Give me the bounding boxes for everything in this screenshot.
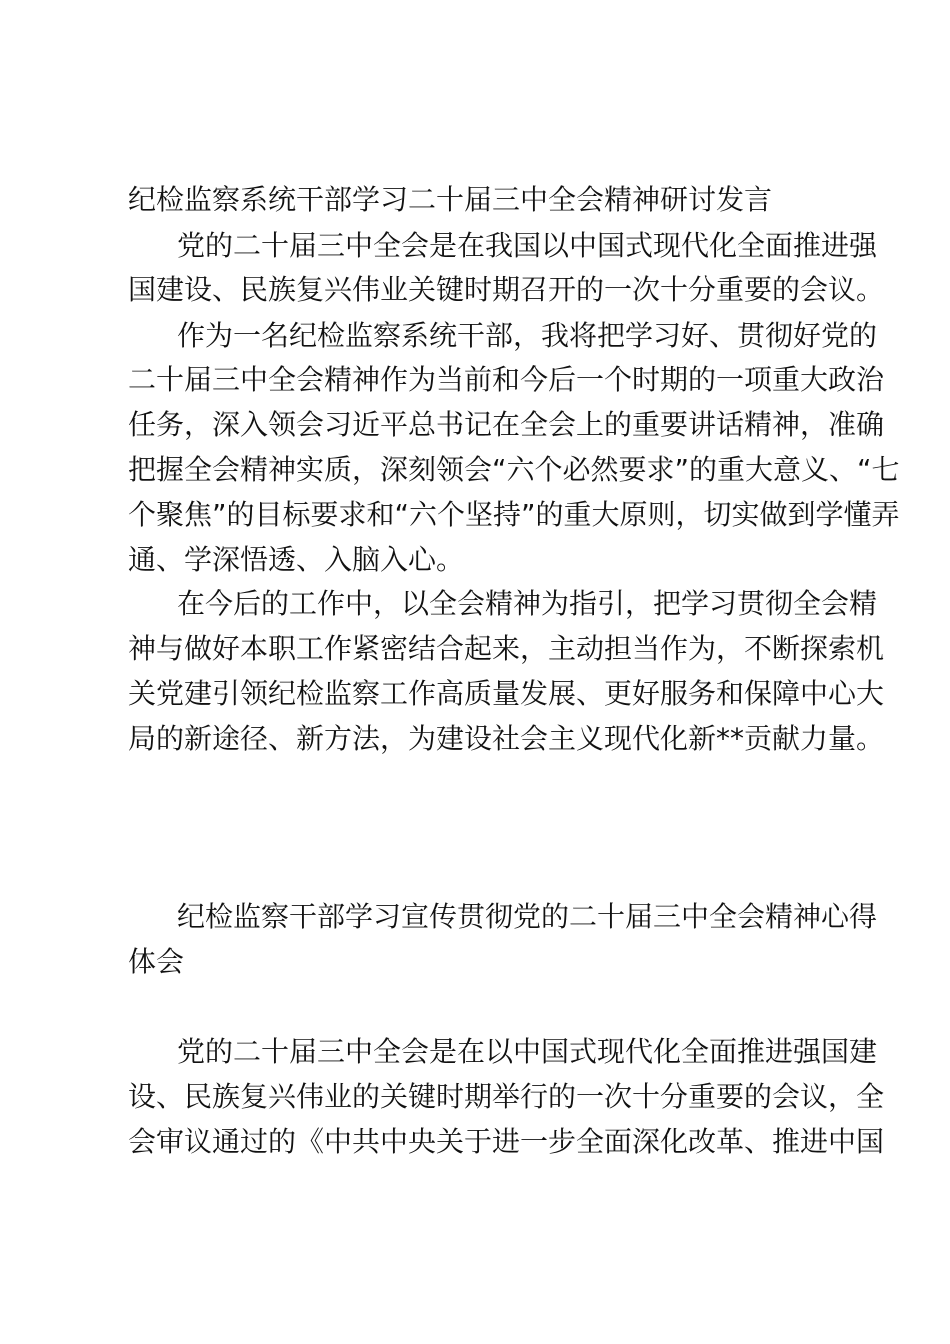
paragraph-line: 设、民族复兴伟业的关键时期举行的一次十分重要的会议，全 (128, 1080, 885, 1113)
paragraph-line: 在今后的工作中，以全会精神为指引，把学习贯彻全会精 (177, 587, 878, 620)
paragraph-line: 党的二十届三中全会是在以中国式现代化全面推进强国建 (177, 1035, 878, 1068)
paragraph-line: 党的二十届三中全会是在我国以中国式现代化全面推进强 (177, 229, 878, 262)
section-title-continuation: 体会 (128, 945, 185, 978)
paragraph-line: 个聚焦”的目标要求和“六个坚持”的重大原则，切实做到学懂弄 (128, 498, 900, 531)
paragraph-line: 会审议通过的《中共中央关于进一步全面深化改革、推进中国 (128, 1125, 885, 1158)
paragraph-line: 通、学深悟透、入脑入心。 (128, 543, 465, 576)
document-title: 纪检监察系统干部学习二十届三中全会精神研讨发言 (128, 183, 773, 216)
paragraph-line: 关党建引领纪检监察工作高质量发展、更好服务和保障中心大 (128, 677, 885, 710)
paragraph-line: 把握全会精神实质，深刻领会“六个必然要求”的重大意义、“七 (128, 453, 900, 486)
section-title: 纪检监察干部学习宣传贯彻党的二十届三中全会精神心得 (177, 900, 878, 933)
paragraph-line: 任务，深入领会习近平总书记在全会上的重要讲话精神，准确 (128, 408, 885, 441)
paragraph-line: 国建设、民族复兴伟业关键时期召开的一次十分重要的会议。 (128, 273, 885, 306)
paragraph-line: 神与做好本职工作紧密结合起来，主动担当作为，不断探索机 (128, 632, 885, 665)
paragraph-line: 局的新途径、新方法，为建设社会主义现代化新**贡献力量。 (128, 722, 885, 755)
paragraph-line: 二十届三中全会精神作为当前和今后一个时期的一项重大政治 (128, 363, 885, 396)
paragraph-line: 作为一名纪检监察系统干部，我将把学习好、贯彻好党的 (177, 319, 878, 352)
